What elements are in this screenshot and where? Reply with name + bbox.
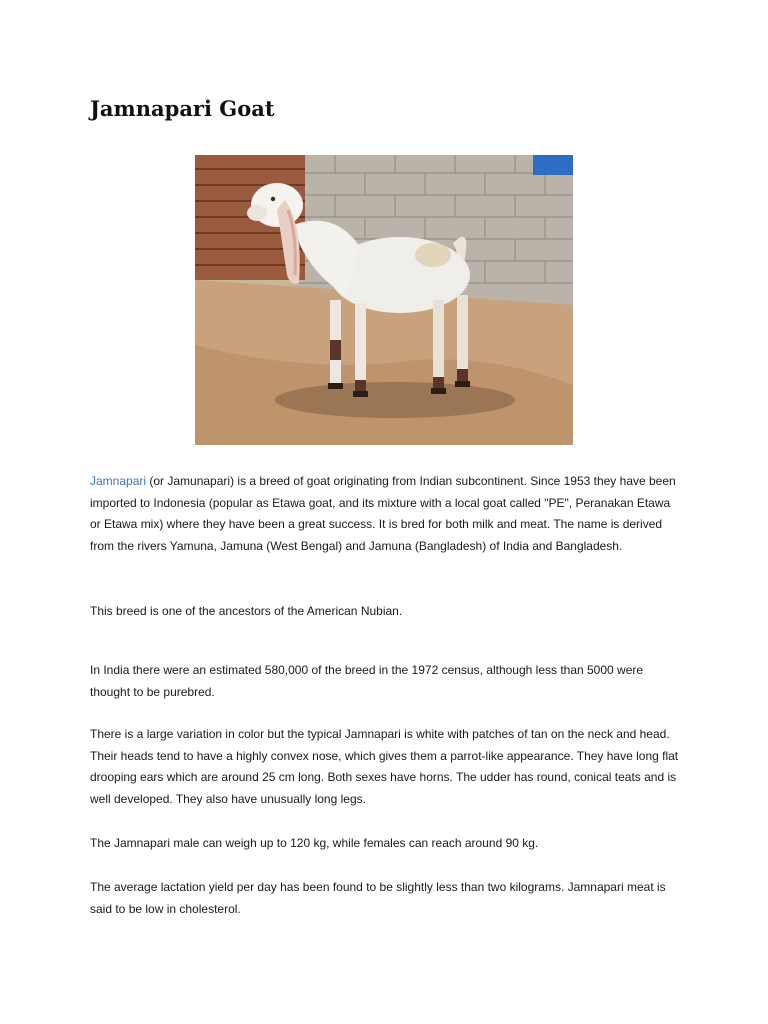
paragraph-intro bbox=[90, 471, 680, 557]
goat-photo-icon bbox=[195, 155, 573, 445]
jamnapari-link[interactable]: Jamnapari bbox=[90, 474, 147, 488]
paragraph-census: In India there were an estimated 580,000 of the breed in the 1972 census, although less than 5000 were thought to be purebred. bbox=[90, 663, 644, 699]
paragraph-weight: The Jamnapari male can weigh up to 120 kg, while females can reach around 90 kg. bbox=[90, 836, 539, 850]
page-title: Jamnapari Goat bbox=[90, 96, 275, 121]
paragraph-intro-text: (or Jamunapari) is a breed of goat originating from Indian subcontinent. Since 1953 they have been imported to Indonesia (popular as Etawa goat, and its mixture with a local goat called "PE", Peranakan Etawa or Etawa mix) where they have been a great success. It is bred for both milk and meat. The name is derived from the rivers Yamuna, Jamuna (West Bengal) and Jamuna (Bangladesh) of India and Bangladesh. bbox=[90, 474, 676, 553]
paragraph-ancestry: This breed is one of the ancestors of the American Nubian. bbox=[90, 604, 403, 618]
paragraph-appearance: There is a large variation in color but the typical Jamnapari is white with patches of tan on the neck and head. Their heads tend to have a highly convex nose, which gives them a parrot-like appearance. They have long flat drooping ears which are around 25 cm long. Both sexes have horns. The udder has round, conical teats and is well developed. They also have unusually long legs. bbox=[90, 727, 679, 806]
paragraph-lactation: The average lactation yield per day has been found to be slightly less than two kilograms. Jamnapari meat is said to be low in cholesterol. bbox=[90, 880, 666, 916]
